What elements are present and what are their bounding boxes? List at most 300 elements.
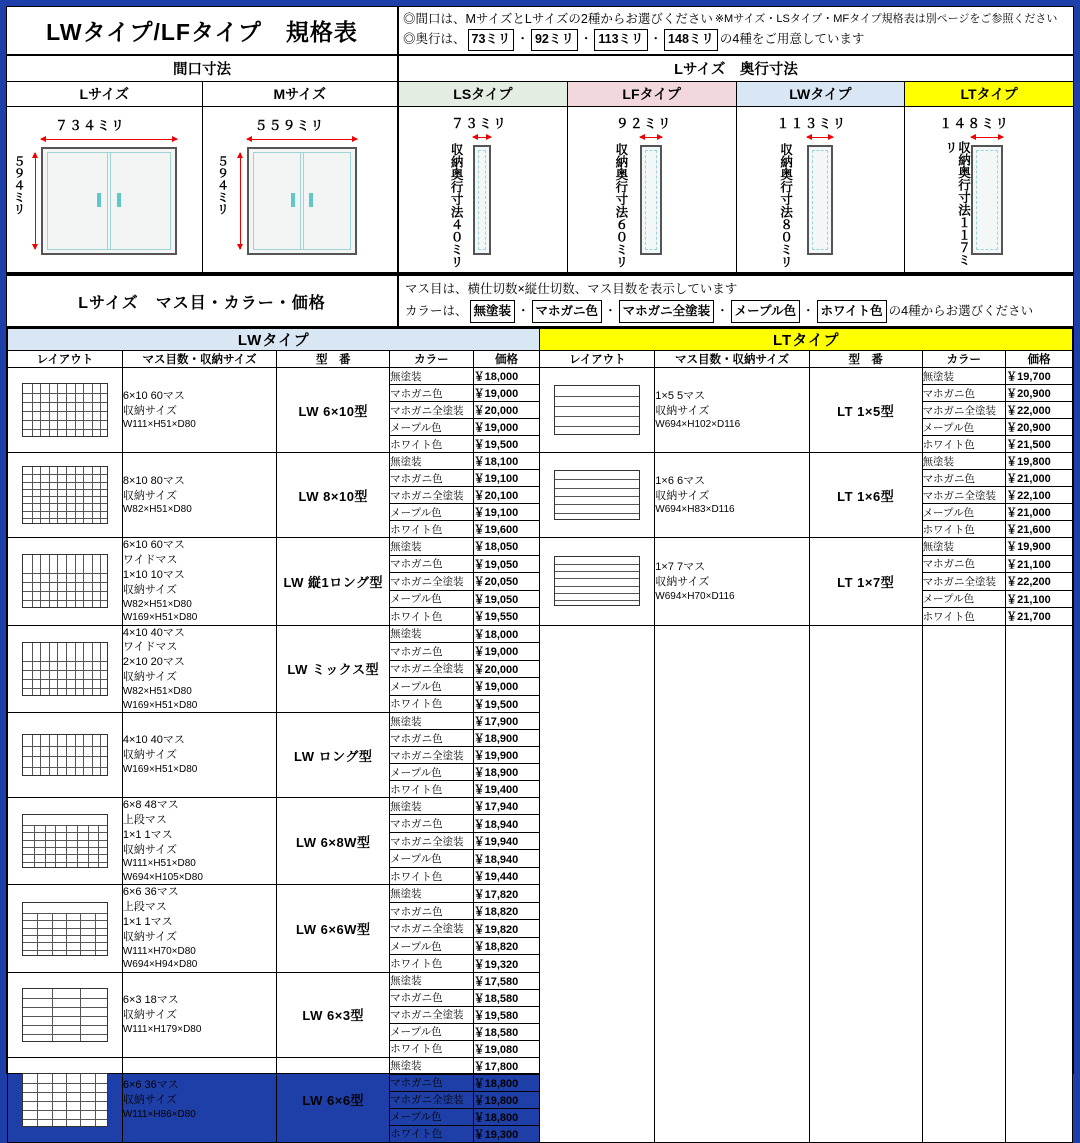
depth-section — [399, 56, 1073, 272]
price-cell: ￥19,500 — [473, 436, 540, 453]
note-line-2 — [403, 29, 1069, 50]
color-cell: メープル色 — [922, 590, 1006, 607]
price-cell: ￥19,000 — [473, 419, 540, 436]
color-cell: 無塗装 — [390, 625, 474, 642]
model-cell: LT 1×7型 — [809, 538, 922, 625]
spec-line: 1×5 5マス — [655, 389, 706, 402]
layout-thumbnail — [554, 470, 640, 520]
thumb-divider-h — [23, 429, 107, 430]
color-cell: メープル色 — [390, 850, 474, 867]
spec-line: ワイドマス — [122, 554, 178, 567]
label-ls-inner-depth: 収納奥行寸法４０ミリ — [449, 142, 464, 268]
color-cell: ホワイト色 — [390, 695, 474, 713]
header-m-size: Mサイズ — [202, 82, 398, 106]
pane-left-l — [47, 152, 111, 250]
header-lf-type: LFタイプ — [567, 82, 736, 106]
depth-option-92: 92ミリ — [531, 29, 578, 50]
spec-size-line: W111×H70×D80 — [122, 945, 196, 957]
thumb-divider-h — [23, 600, 107, 601]
thumb-divider-h — [23, 511, 107, 512]
layout-cell — [540, 368, 655, 453]
frontage-caption: 間口寸法 — [7, 56, 397, 82]
price-cell: ￥20,100 — [473, 487, 540, 504]
thumb-divider-h — [23, 832, 107, 833]
column-header-row — [8, 351, 1073, 368]
price-cell: ￥18,900 — [473, 764, 540, 781]
table-row — [8, 453, 1073, 470]
thumb-divider-h — [555, 578, 639, 579]
spec-line: 6×10 60マス — [122, 389, 185, 402]
color-cell: マホガニ全塗装 — [390, 920, 474, 937]
color-cell: 無塗装 — [390, 538, 474, 555]
header-ls-type: LSタイプ — [399, 82, 567, 106]
layout-cell — [8, 972, 123, 1057]
color-option-mutoso: 無塗装 — [470, 300, 516, 323]
thumb-divider-h — [555, 396, 639, 397]
thumb-divider-v — [92, 467, 93, 523]
c-dot-2: ・ — [604, 304, 617, 318]
color-cell: マホガニ全塗装 — [390, 660, 474, 677]
thumb-divider-v — [100, 467, 101, 523]
price-cell: ￥19,440 — [473, 867, 540, 885]
thumb-divider-h — [23, 928, 107, 929]
price-cell: ￥17,900 — [473, 713, 540, 730]
color-cell: マホガニ色 — [390, 470, 474, 487]
color-cell: ホワイト色 — [922, 521, 1006, 538]
thumb-divider-h — [555, 571, 639, 572]
price-cell: ￥22,000 — [1006, 402, 1073, 419]
glass-door-m — [247, 147, 357, 255]
model-cell: LW 6×6型 — [277, 1057, 390, 1142]
price-cell: ￥19,050 — [473, 555, 540, 572]
price-cell: ￥18,800 — [473, 1108, 540, 1125]
color-cell: マホガニ色 — [390, 1074, 474, 1091]
color-cell: メープル色 — [390, 590, 474, 607]
grid-color-price-title: Lサイズ マス目・カラー・価格 — [7, 276, 399, 327]
price-cell: ￥19,900 — [1006, 538, 1073, 555]
spec-line: 4×10 40マス — [122, 626, 185, 639]
thumb-divider-v — [83, 467, 84, 523]
lt-empty-price — [1006, 625, 1073, 1142]
table-row — [8, 368, 1073, 385]
spec-line: 上段マス — [122, 813, 167, 826]
slab-lw — [807, 145, 833, 255]
lt-empty-model — [809, 625, 922, 1142]
colhd-lw-price: 価格 — [473, 351, 540, 368]
depth-option-148: 148ミリ — [664, 29, 718, 50]
thumb-divider-h — [23, 1101, 107, 1102]
header-lt-type: LTタイプ — [904, 82, 1073, 106]
colhd-lw-color: カラー — [390, 351, 474, 368]
price-cell: ￥17,820 — [473, 885, 540, 902]
thumb-divider-h — [23, 688, 107, 689]
price-cell: ￥19,050 — [473, 590, 540, 607]
model-cell: LW 6×8W型 — [277, 798, 390, 885]
price-cell: ￥19,320 — [473, 955, 540, 973]
layout-thumbnail — [22, 902, 108, 956]
label-ls-depth: ７３ミリ — [451, 115, 508, 131]
group-header-row — [8, 329, 1073, 351]
spec-size-line: W82×H51×D80 — [122, 598, 192, 610]
spec-line: 収納サイズ — [122, 1094, 177, 1106]
thumb-divider-v — [92, 735, 93, 775]
spec-cell — [122, 713, 277, 798]
arrow-m-width — [247, 139, 357, 140]
price-cell: ￥19,100 — [473, 470, 540, 487]
thumb-divider-v — [32, 735, 33, 775]
price-cell: ￥21,000 — [1006, 470, 1073, 487]
arrow-l-width — [41, 139, 177, 140]
sep-dot-3: ・ — [649, 32, 663, 47]
thumb-divider-h — [23, 1110, 107, 1111]
diagram-l-size — [7, 107, 202, 272]
price-cell: ￥18,820 — [473, 937, 540, 954]
color-cell: メープル色 — [922, 419, 1006, 436]
slab-lf — [640, 145, 662, 255]
thumb-divider-v — [40, 735, 41, 775]
color-cell: マホガニ色 — [390, 815, 474, 832]
color-cell: マホガニ全塗装 — [390, 402, 474, 419]
thumb-divider-v — [57, 467, 58, 523]
price-cell: ￥19,900 — [473, 747, 540, 764]
spec-line: 収納サイズ — [122, 583, 177, 596]
thumb-divider-v — [75, 467, 76, 523]
thumb-divider-h — [23, 411, 107, 412]
grid-color-notes — [399, 276, 1073, 327]
color-cell: マホガニ色 — [922, 470, 1006, 487]
layout-cell — [540, 453, 655, 538]
price-table-body — [8, 368, 1073, 1143]
spec-line: 収納サイズ — [122, 843, 177, 856]
layout-cell — [8, 885, 123, 972]
spec-cell — [122, 538, 277, 625]
color-cell: メープル色 — [390, 419, 474, 436]
color-cell: 無塗装 — [390, 713, 474, 730]
spec-sheet — [6, 6, 1074, 1141]
thumb-divider-v — [75, 735, 76, 775]
spec-cell — [655, 453, 810, 538]
thumb-divider-h — [23, 518, 107, 519]
layout-cell — [8, 1057, 123, 1142]
price-cell: ￥19,300 — [473, 1125, 540, 1142]
price-cell: ￥22,200 — [1006, 573, 1073, 590]
spec-line: 1×1 1マス — [122, 916, 173, 929]
thumb-divider-h — [23, 573, 107, 574]
thumb-divider-h — [23, 942, 107, 943]
thumb-divider-v — [100, 735, 101, 775]
color-cell: 無塗装 — [390, 368, 474, 385]
spec-size-line: W111×H179×D80 — [122, 1023, 202, 1035]
price-cell: ￥18,580 — [473, 989, 540, 1006]
spec-cell — [122, 368, 277, 453]
thumb-divider-h — [23, 420, 107, 421]
price-cell: ￥19,700 — [1006, 368, 1073, 385]
color-cell: 無塗装 — [922, 453, 1006, 470]
color-cell: メープル色 — [922, 504, 1006, 521]
spec-line: 収納サイズ — [655, 404, 710, 417]
header-l-size: Lサイズ — [79, 85, 129, 102]
price-cell: ￥20,900 — [1006, 385, 1073, 402]
spec-size-line: W694×H70×D116 — [655, 590, 735, 602]
thumb-divider-h — [23, 402, 107, 403]
thumb-divider-h — [23, 661, 107, 662]
colhd-lt-price: 価格 — [1006, 351, 1073, 368]
handle-right-l — [117, 193, 121, 207]
group-header-lw: LWタイプ — [8, 329, 540, 351]
spec-line: 4×10 40マス — [122, 734, 185, 747]
spec-line: 6×10 60マス — [122, 539, 185, 552]
lt-empty-layout — [540, 625, 655, 1142]
price-cell: ￥19,580 — [473, 1006, 540, 1023]
spec-size-line: W111×H51×D80 — [122, 419, 196, 431]
thumb-divider-h — [23, 1025, 107, 1026]
layout-cell — [8, 538, 123, 625]
color-cell: メープル色 — [390, 1108, 474, 1125]
colhd-lw-layout: レイアウト — [8, 351, 123, 368]
color-note — [405, 300, 1067, 323]
arrow-lw-depth — [807, 137, 833, 138]
color-cell: マホガニ色 — [390, 643, 474, 660]
diagram-lf-depth — [567, 107, 736, 272]
layout-thumbnail — [554, 556, 640, 606]
layout-thumbnail — [22, 554, 108, 608]
layout-cell — [8, 713, 123, 798]
color-option-mahogany-full: マホガニ全塗装 — [619, 300, 715, 323]
color-cell: メープル色 — [390, 678, 474, 695]
thumb-divider-h — [23, 1007, 107, 1008]
price-cell: ￥17,580 — [473, 972, 540, 989]
price-cell: ￥18,940 — [473, 815, 540, 832]
table-row — [8, 538, 1073, 555]
thumb-divider-h — [23, 756, 107, 757]
sep-dot-1: ・ — [516, 32, 529, 47]
model-cell: LT 1×5型 — [809, 368, 922, 453]
spec-size-line: W111×H51×D80 — [122, 858, 196, 870]
spec-line: 6×3 18マス — [122, 994, 179, 1007]
thumb-divider-h — [555, 416, 639, 417]
spec-line: 2×10 20マス — [122, 656, 185, 669]
spec-line: 1×7 7マス — [655, 560, 706, 573]
price-cell: ￥19,800 — [473, 1091, 540, 1108]
model-cell: LW 6×3型 — [277, 972, 390, 1057]
color-cell: ホワイト色 — [390, 867, 474, 885]
layout-cell — [8, 798, 123, 885]
slab-ls — [473, 145, 491, 255]
color-cell: 無塗装 — [922, 538, 1006, 555]
color-cell: ホワイト色 — [390, 955, 474, 973]
spec-size-line: W169×H51×D80 — [122, 699, 198, 711]
depth-caption: Lサイズ 奥行寸法 — [399, 56, 1073, 82]
thumb-divider-v — [49, 735, 50, 775]
thumb-divider-h — [23, 503, 107, 504]
arrow-lt-depth — [971, 137, 1003, 138]
lt-empty-spec — [655, 625, 810, 1142]
diagram-lw-depth — [736, 107, 905, 272]
spec-line: ワイドマス — [122, 641, 178, 654]
color-cell: ホワイト色 — [390, 781, 474, 798]
price-cell: ￥18,580 — [473, 1023, 540, 1040]
thumb-divider-h — [23, 998, 107, 999]
frontage-diagrams — [7, 107, 397, 272]
slab-lf-inner — [645, 150, 657, 250]
depth-option-113: 113ミリ — [594, 29, 647, 50]
spec-line: 収納サイズ — [122, 930, 177, 943]
arrow-l-height — [35, 153, 36, 249]
color-cell: マホガニ全塗装 — [390, 747, 474, 764]
color-option-maple: メープル色 — [731, 300, 800, 323]
label-lw-depth: １１３ミリ — [776, 115, 847, 131]
color-cell: ホワイト色 — [922, 436, 1006, 453]
colhd-lw-spec: マス目数・収納サイズ — [122, 351, 277, 368]
color-cell: メープル色 — [390, 1023, 474, 1040]
note-1-small: ※Mサイズ・LSタイプ・MFタイプ規格表は別ページをご参照ください — [714, 13, 1058, 26]
spec-line: 収納サイズ — [122, 1009, 177, 1021]
spec-cell — [122, 625, 277, 712]
model-cell: LW ミックス型 — [277, 625, 390, 712]
sheet-header — [7, 7, 1073, 56]
label-lt-inner-depth: 収納奥行寸法１１７ミリ — [943, 140, 971, 266]
color-cell: メープル色 — [390, 764, 474, 781]
handle-right-m — [309, 193, 313, 207]
slab-lt-inner — [976, 150, 998, 250]
grid-color-price-band — [7, 274, 1073, 329]
grid-note: マス目は、横仕切数×縦仕切数、マス目数を表示しています — [405, 281, 738, 296]
thumb-divider-h — [555, 426, 639, 427]
spec-line: 6×6 36マス — [122, 1079, 179, 1092]
spec-line: 6×6 36マス — [122, 886, 179, 899]
colhd-lw-model: 型 番 — [277, 351, 390, 368]
label-lt-depth: １４８ミリ — [939, 115, 1010, 131]
color-cell: メープル色 — [390, 504, 474, 521]
label-lf-inner-depth: 収納奥行寸法６０ミリ — [613, 142, 628, 268]
thumb-divider-h — [555, 496, 639, 497]
spec-line: 8×10 80マス — [122, 474, 185, 487]
color-cell: マホガニ全塗装 — [390, 487, 474, 504]
colhd-lt-model: 型 番 — [809, 351, 922, 368]
slab-lt — [971, 145, 1003, 255]
thumb-divider-h — [23, 489, 107, 490]
color-cell: 無塗装 — [390, 885, 474, 902]
pane-left-m — [253, 152, 304, 250]
color-cell: マホガニ色 — [390, 902, 474, 919]
layout-thumbnail — [22, 466, 108, 524]
spec-line: 上段マス — [122, 901, 167, 914]
thumb-divider-h — [555, 406, 639, 407]
thumb-divider-h — [23, 679, 107, 680]
depth-diagrams — [399, 107, 1073, 272]
layout-thumbnail — [22, 1073, 108, 1127]
dimension-band — [7, 56, 1073, 274]
spec-line: 1×6 6マス — [655, 474, 706, 487]
color-cell: ホワイト色 — [390, 436, 474, 453]
color-cell: マホガニ全塗装 — [390, 1006, 474, 1023]
spec-cell — [122, 885, 277, 972]
group-header-lt: LTタイプ — [540, 329, 1073, 351]
spec-cell — [655, 538, 810, 625]
colhd-lt-layout: レイアウト — [540, 351, 655, 368]
color-option-mahogany: マホガニ色 — [532, 300, 603, 323]
layout-thumbnail — [22, 988, 108, 1042]
arrow-lf-depth — [640, 137, 662, 138]
price-cell: ￥19,100 — [473, 504, 540, 521]
thumb-divider-h — [23, 746, 107, 747]
price-cell: ￥17,800 — [473, 1057, 540, 1074]
price-cell: ￥18,000 — [473, 625, 540, 642]
thumb-divider-h — [23, 393, 107, 394]
price-cell: ￥18,800 — [473, 1074, 540, 1091]
layout-thumbnail — [22, 814, 108, 868]
price-table-head — [8, 329, 1073, 368]
arrow-ls-depth — [473, 137, 491, 138]
thumb-divider-h — [23, 920, 107, 921]
spec-line: 収納サイズ — [655, 575, 710, 588]
spec-line: 収納サイズ — [122, 749, 177, 762]
c-dot-1: ・ — [517, 304, 530, 318]
price-cell: ￥18,100 — [473, 453, 540, 470]
spec-cell — [122, 1057, 277, 1142]
price-cell: ￥18,940 — [473, 850, 540, 867]
color-note-suffix: の4種からお選びください — [888, 304, 1034, 318]
price-cell: ￥20,000 — [473, 402, 540, 419]
price-cell: ￥21,000 — [1006, 504, 1073, 521]
frontage-section — [7, 56, 399, 272]
arrow-m-height — [240, 153, 241, 249]
spec-size-line: W169×H51×D80 — [122, 612, 198, 624]
sep-dot-2: ・ — [579, 32, 593, 47]
spec-cell — [655, 368, 810, 453]
price-cell: ￥19,000 — [473, 385, 540, 402]
color-cell: ホワイト色 — [922, 608, 1006, 626]
label-m-height: ５９４ミリ — [215, 154, 230, 215]
lt-empty-color — [922, 625, 1006, 1142]
color-cell: マホガニ色 — [390, 730, 474, 747]
price-cell: ￥19,080 — [473, 1040, 540, 1057]
slab-ls-inner — [478, 150, 486, 250]
spec-cell — [122, 972, 277, 1057]
c-dot-3: ・ — [716, 304, 729, 318]
spec-size-line: W111×H86×D80 — [122, 1108, 196, 1120]
model-cell: LW 6×10型 — [277, 368, 390, 453]
color-cell: マホガニ色 — [390, 385, 474, 402]
price-cell: ￥18,050 — [473, 538, 540, 555]
thumb-divider-h — [23, 854, 107, 855]
thumb-divider-h — [23, 582, 107, 583]
handle-left-l — [97, 193, 101, 207]
price-cell: ￥18,820 — [473, 902, 540, 919]
thumb-divider-v — [66, 735, 67, 775]
note-line-1 — [403, 10, 1069, 29]
color-cell: マホガニ全塗装 — [390, 1091, 474, 1108]
price-cell: ￥19,820 — [473, 920, 540, 937]
spec-size-line: W82×H51×D80 — [122, 686, 192, 697]
spec-size-line: W694×H105×D80 — [122, 871, 203, 883]
header-notes — [399, 7, 1073, 54]
label-m-width: ５５９ミリ — [254, 117, 325, 133]
price-table — [7, 328, 1073, 1143]
spec-size-line: W694×H94×D80 — [122, 959, 198, 971]
model-cell: LW ロング型 — [277, 713, 390, 798]
color-cell: ホワイト色 — [390, 608, 474, 626]
color-cell: 無塗装 — [390, 453, 474, 470]
spec-line: 1×1 1マス — [122, 828, 173, 841]
model-cell: LT 1×6型 — [809, 453, 922, 538]
thumb-divider-h — [555, 513, 639, 514]
thumb-divider-v — [57, 735, 58, 775]
thumb-divider-h — [555, 593, 639, 594]
spec-line: 6×8 48マス — [122, 799, 179, 811]
price-cell: ￥19,400 — [473, 781, 540, 798]
thumb-divider-h — [23, 496, 107, 497]
